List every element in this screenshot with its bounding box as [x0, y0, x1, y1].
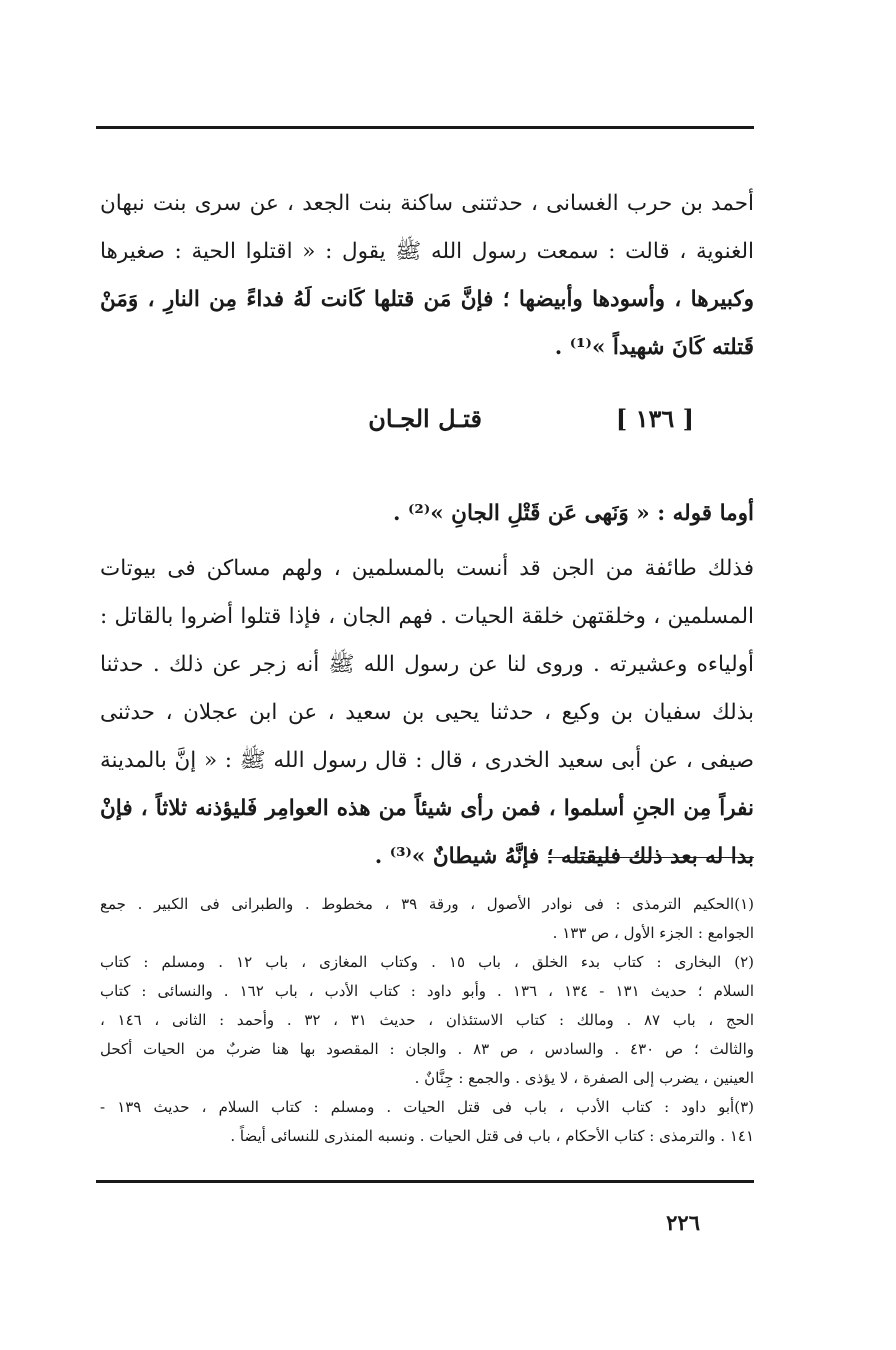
text-line: أوما قوله : « وَنَهى عَن قَتْلِ الجانِ »⁽²⁾ . [393, 501, 754, 526]
footnote-line: السلام ؛ حديث ١٣١ - ١٣٤ ، ١٣٦ . وأبو داود : كتاب الأدب ، باب ١٦٢ . والنسائى : كتاب [100, 982, 754, 1000]
text-line: الغنوية ، قالت : سمعت رسول الله ﷺ يقول : « اقتلوا الحية : صغيرها [100, 239, 754, 264]
text-line: بذلك سفيان بن وكيع ، حدثنا يحيى بن سعيد ، عن ابن عجلان ، حدثنى [100, 700, 754, 725]
footnote-separator [548, 857, 754, 858]
footnote-line: ١٤١ . والترمذى : كتاب الأحكام ، باب فى قتل الحيات . ونسبه المنذرى للنسائى أيضاً . [230, 1127, 754, 1145]
footnotes [100, 890, 754, 1151]
text-line: فذلك طائفة من الجن قد أنست بالمسلمين ، ولهم مساكن فى بيوتات [100, 556, 754, 581]
paragraph-2 [100, 490, 754, 538]
section-title: قتـل الجـان [368, 404, 482, 433]
text-line: صيفى ، عن أبى سعيد الخدرى ، قال : قال رسول الله ﷺ : « إنَّ بالمدينة [100, 748, 754, 773]
text-line: المسلمين ، وخلقتهن خلقة الحيات . فهم الجان ، فإذا قتلوا أضروا بالقاتل : [100, 604, 754, 629]
text-line: أحمد بن حرب الغسانى ، حدثتنى ساكنة بنت الجعد ، عن سرى بنت نبهان [100, 191, 754, 216]
page-number: ٢٢٦ [666, 1210, 700, 1235]
text-line: أولياءه وعشيرته . وروى لنا عن رسول الله ﷺ أنه زجر عن ذلك . حدثنا [100, 652, 754, 677]
bottom-rule [96, 1180, 754, 1183]
section-heading [100, 404, 754, 444]
footnote-line: (٢) البخارى : كتاب بدء الخلق ، باب ١٥ . وكتاب المغازى ، باب ١٢ . ومسلم : كتاب [100, 953, 754, 971]
top-rule [96, 126, 754, 129]
text-line: بدا له بعد ذلك فليقتله ؛ فإنَّهُ شيطانٌ »⁽³⁾ . [374, 844, 754, 869]
footnote-line: الحج ، باب ٨٧ . ومالك : كتاب الاستئذان ، حديث ٣١ ، ٣٢ . وأحمد : الثانى ، ١٤٦ ، [100, 1011, 754, 1029]
footnote-line: (١)الحكيم الترمذى : فى نوادر الأصول ، ورقة ٣٩ ، مخطوط . والطبرانى فى الكبير . جمع [100, 895, 754, 913]
section-number: [ ١٣٦ ] [615, 404, 694, 433]
footnote-line: (٣)أبو داود : كتاب الأدب ، باب فى قتل الحيات . ومسلم : كتاب السلام ، حديث ١٣٩ - [100, 1098, 754, 1116]
paragraph-3 [100, 545, 754, 881]
footnote-line: الجوامع : الجزء الأول ، ص ١٣٣ . [552, 924, 754, 942]
text-line: نفراً مِن الجنِ أسلموا ، فمن رأى شيئاً من هذه العوامِر فَليؤذنه ثلاثاً ، فإنْ [100, 796, 754, 821]
footnote-line: العينين ، يضرب إلى الصفرة ، لا يؤذى . والجمع : جِنَّانٌ . [414, 1069, 754, 1087]
footnote-line: والثالث ؛ ص ٤٣٠ . والسادس ، ص ٨٣ . والجان : المقصود بها هنا ضربٌ من الحيات أكحل [100, 1040, 754, 1058]
paragraph-1 [100, 180, 754, 372]
text-line: قَتلته كَانَ شهيداً »⁽¹⁾ . [554, 335, 754, 360]
text-line: وكبيرها ، وأسودها وأبيضها ؛ فإنَّ مَن قتلها كَانت لَهُ فداءً مِن النارِ ، وَمَنْ [100, 287, 754, 312]
